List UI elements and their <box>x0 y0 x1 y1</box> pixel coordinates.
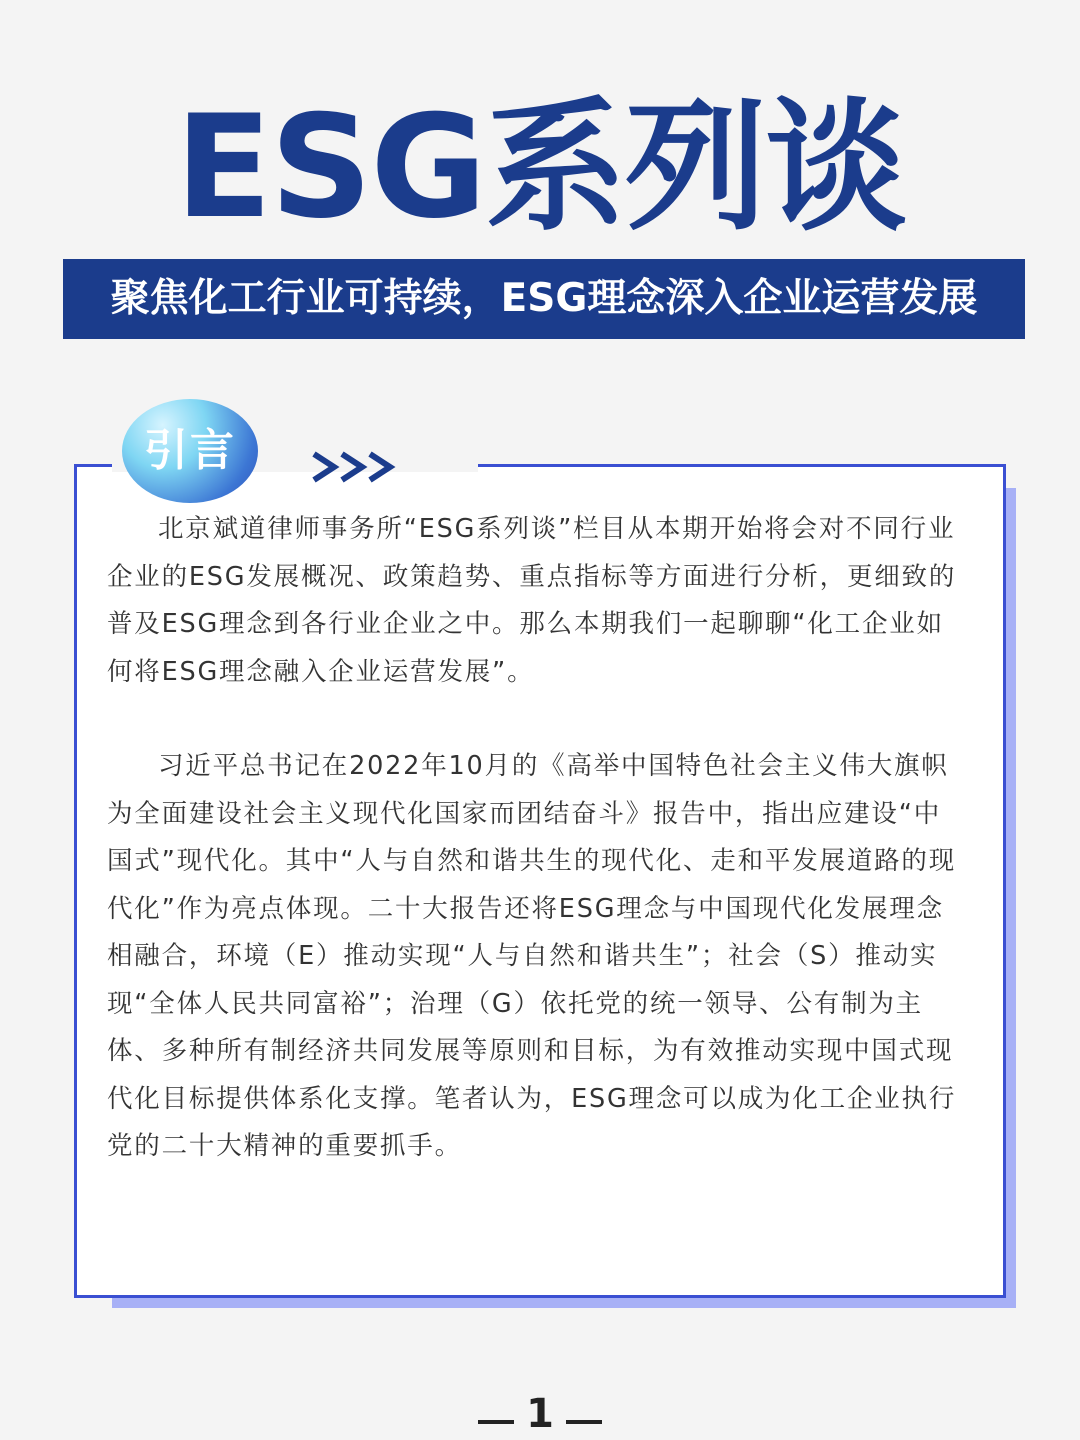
intro-badge: 引言 <box>122 399 258 503</box>
page-number-dash <box>478 1420 514 1424</box>
page-title: ESG系列谈 <box>175 85 905 250</box>
triple-chevron-right-icon <box>310 450 402 484</box>
intro-paragraph: 北京斌道律师事务所“ESG系列谈”栏目从本期开始将会对不同行业企业的ESG发展概况、政策趋势、重点指标等方面进行分析，更细致的普及ESG理念到各行业企业之中。那么本期我们一起聊聊“化工企业如何将ESG理念融入企业运营发展”。 <box>107 514 957 687</box>
page-number <box>0 1388 1080 1440</box>
intro-paragraph: 习近平总书记在2022年10月的《高举中国特色社会主义伟大旗帜为全面建设社会主义现代化国家而团结奋斗》报告中，指出应建设“中国式”现代化。其中“人与自然和谐共生的现代化、走和平发展道路的现代化”作为亮点体现。二十大报告还将ESG理念与中国现代化发展理念相融合，环境（E）推动实现“人与自然和谐共生”；社会（S）推动实现“全体人民共同富裕”；治理（G）依托党的统一领导、公有制为主体、多种所有制经济共同发展等原则和目标，为有效推动实现中国式现代化目标提供体系化支撑。笔者认为，ESG理念可以成为化工企业执行党的二十大精神的重要抓手。 <box>107 751 957 1161</box>
subtitle-banner: 聚焦化工行业可持续，ESG理念深入企业运营发展 <box>63 259 1025 339</box>
intro-body <box>107 506 967 1171</box>
page-number-value: 1 <box>526 1391 554 1437</box>
page-number-dash <box>566 1420 602 1424</box>
